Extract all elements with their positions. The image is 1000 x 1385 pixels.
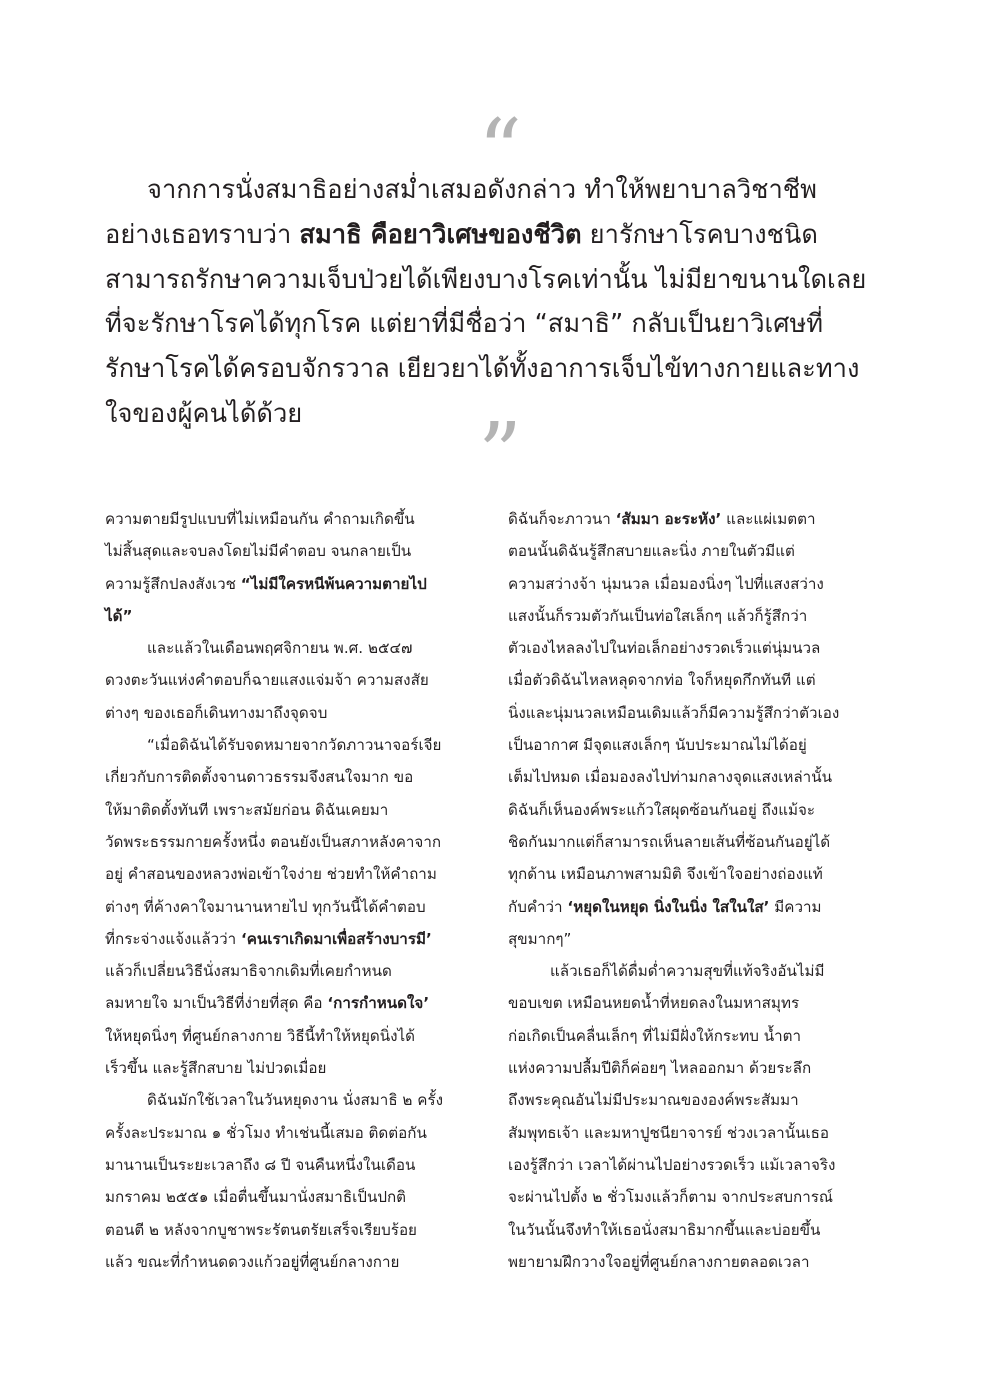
text-line: ต่างๆ ที่ค้างคาใจมานานหายไป ทุกวันนี้ได้คำตอบ	[105, 897, 426, 916]
text-line: มกราคม ๒๕๕๑ เมื่อตื่นขึ้นมานั่งสมาธิเป็นปกติ	[105, 1188, 407, 1207]
text-line: ตอนนั้นดิฉันรู้สึกสบายและนิ่ง ภายในตัวมีแต่	[508, 542, 795, 561]
text-line	[508, 503, 873, 535]
text-line: ความตายมีรูปแบบที่ไม่เหมือนกัน คำถามเกิดขึ้น	[105, 510, 415, 528]
text-line: มานานเป็นระยะเวลาถึง ๘ ปี จนคืนหนึ่งในเดือน	[105, 1155, 416, 1174]
text-line: ก่อเกิดเป็นคลื่นเล็กๆ ที่ไม่มีฝั่งให้กระทบ น้ำตา	[508, 1026, 802, 1045]
text-line: ตัวเองไหลลงไปในท่อเล็กอย่างรวดเร็วแต่นุ่มนวล	[508, 639, 821, 658]
text-line: ชิดกันมากแต่ก็สามารถเห็นลายเส้นที่ซ้อนกันอยู่ได้	[508, 832, 831, 851]
text-line: ดวงตะวันแห่งคำตอบก็ฉายแสงแจ่มจ้า ความสงสัย	[105, 671, 429, 690]
text-line: นิ่งและนุ่มนวลเหมือนเดิมแล้วก็มีความรู้สึกว่าตัวเอง	[508, 703, 840, 722]
text-line: ครั้งละประมาณ ๑ ชั่วโมง ทำเช่นนี้เสมอ ติดต่อกัน	[105, 1123, 427, 1142]
text-line	[105, 987, 470, 1019]
text-run: ที่กระจ่างแจ้งแล้วว่า	[105, 929, 241, 948]
text-run: และแผ่เมตตา	[721, 510, 816, 528]
pull-quote-line: ที่จะรักษาโรคได้ทุกโรค แต่ยาที่มีชื่อว่า “สมาธิ” กลับเป็นยาวิเศษที่	[105, 309, 824, 340]
text-line: ดิฉันก็เห็นองค์พระแก้วใสผุดซ้อนกันอยู่ ถึงแม้จะ	[508, 800, 816, 819]
text-line: แล้ว ขณะที่กำหนดดวงแก้วอยู่ที่ศูนย์กลางกาย	[105, 1252, 400, 1271]
text-line: ขอบเขต เหมือนหยดน้ำที่หยดลงในมหาสมุทร	[508, 994, 800, 1013]
right-column	[508, 503, 873, 1278]
pull-quote-line: จากการนั่งสมาธิอย่างสม่ำเสมอดังกล่าว ทำให้พยาบาลวิชาชีพ	[147, 175, 817, 205]
text-line: พยายามฝึกวางใจอยู่ที่ศูนย์กลางกายตลอดเวลา	[508, 1252, 810, 1271]
text-line: เมื่อตัวดิฉันไหลหลุดจากท่อ ใจก็หยุดกึกทันที แต่	[508, 671, 816, 690]
pull-quote-line: ใจของผู้คนได้ด้วย	[105, 398, 303, 429]
closing-quote-mark: ”	[478, 405, 522, 505]
text-line: “เมื่อดิฉันได้รับจดหมายจากวัดภาวนาจอร์เจีย	[147, 736, 442, 755]
pull-quote-text: ยารักษาโรคบางชนิด	[581, 219, 818, 250]
pull-quote-emphasis: สมาธิ คือยาวิเศษของชีวิต	[299, 219, 582, 250]
text-line: แห่งความปลื้มปีติก็ค่อยๆ ไหลออกมา ด้วยระลึก	[508, 1059, 812, 1078]
text-run: ความรู้สึกปลงสังเวช	[105, 574, 241, 593]
pull-quote-line	[105, 213, 875, 258]
left-column	[105, 503, 470, 1278]
pull-quote	[105, 168, 875, 437]
text-run: มีความ	[769, 897, 822, 916]
text-line: แล้วก็เปลี่ยนวิธีนั่งสมาธิจากเดิมที่เคยกำหนด	[105, 962, 392, 981]
text-line: เกี่ยวกับการติดตั้งจานดาวธรรมจึงสนใจมาก ขอ	[105, 768, 414, 787]
emphasis-text: ‘การกำหนดใจ’	[327, 994, 430, 1013]
text-line: ถึงพระคุณอันไม่มีประมาณขององค์พระสัมมา	[508, 1091, 799, 1110]
text-line	[105, 923, 470, 955]
text-line	[508, 891, 873, 923]
text-run: ดิฉันก็จะภาวนา	[508, 510, 616, 528]
emphasis-text: ‘สัมมา อะระหัง’	[615, 510, 722, 528]
text-run: ลมหายใจ มาเป็นวิธีที่ง่ายที่สุด คือ	[105, 994, 328, 1013]
text-line: เร็วขึ้น และรู้สึกสบาย ไม่ปวดเมื่อย	[105, 1059, 327, 1078]
text-line: แล้วเธอก็ได้ดื่มด่ำความสุขที่แท้จริงอันไม่มี	[550, 962, 825, 981]
text-line: ไม่สิ้นสุดและจบลงโดยไม่มีคำตอบ จนกลายเป็น	[105, 542, 412, 561]
emphasis-text: “ไม่มีใครหนีพ้นความตายไป	[240, 574, 427, 593]
text-line: เองรู้สึกว่า เวลาได้ผ่านไปอย่างรวดเร็ว แม้เวลาจริง	[508, 1155, 836, 1174]
text-line: ทุกด้าน เหมือนภาพสามมิติ จึงเข้าใจอย่างถ่องแท้	[508, 865, 823, 884]
text-line: ความสว่างจ้า นุ่มนวล เมื่อมองนิ่งๆ ไปที่แสงสว่าง	[508, 574, 824, 593]
text-line	[105, 568, 470, 600]
text-line: วัดพระธรรมกายครั้งหนึ่ง ตอนยังเป็นสภาหลังคาจาก	[105, 832, 442, 851]
text-line: สุขมากๆ”	[508, 929, 572, 948]
text-line: และแล้วในเดือนพฤศจิกายน พ.ศ. ๒๕๔๗	[147, 639, 413, 658]
text-line: ต่างๆ ของเธอก็เดินทางมาถึงจุดจบ	[105, 703, 328, 722]
pull-quote-line: สามารถรักษาความเจ็บป่วยได้เพียงบางโรคเท่านั้น ไม่มียาขนานใดเลย	[105, 264, 867, 295]
text-line: สัมพุทธเจ้า และมหาปูชนียาจารย์ ช่วงเวลานั้นเธอ	[508, 1123, 830, 1142]
text-line: เต็มไปหมด เมื่อมองลงไปท่ามกลางจุดแสงเหล่านั้น	[508, 768, 832, 787]
text-run: กับคำว่า	[508, 897, 568, 916]
emphasis-text: ได้”	[105, 606, 133, 625]
text-line: ให้หยุดนิ่งๆ ที่ศูนย์กลางกาย วิธีนี้ทำให้หยุดนิ่งได้	[105, 1026, 416, 1045]
text-line: เป็นอากาศ มีจุดแสงเล็กๆ นับประมาณไม่ได้อยู่	[508, 736, 807, 755]
text-line: ตอนตี ๒ หลังจากบูชาพระรัตนตรัยเสร็จเรียบร้อย	[105, 1220, 417, 1239]
emphasis-text: ‘หยุดในหยุด นิ่งในนิ่ง ใสในใส’	[567, 897, 770, 916]
text-line: ให้มาติดตั้งทันที เพราะสมัยก่อน ดิฉันเคยมา	[105, 800, 389, 819]
text-line	[105, 600, 470, 632]
text-line: ดิฉันมักใช้เวลาในวันหยุดงาน นั่งสมาธิ ๒ ครั้ง	[147, 1091, 443, 1110]
text-line: อยู่ คำสอนของหลวงพ่อเข้าใจง่าย ช่วยทำให้คำถาม	[105, 865, 437, 884]
emphasis-text: ‘คนเราเกิดมาเพื่อสร้างบารมี’	[240, 929, 432, 948]
text-line: ในวันนั้นจึงทำให้เธอนั่งสมาธิมากขึ้นและบ่อยขึ้น	[508, 1220, 821, 1239]
opening-quote-mark: “	[478, 101, 522, 201]
text-line: จะผ่านไปตั้ง ๒ ชั่วโมงแล้วก็ตาม จากประสบการณ์	[508, 1188, 834, 1207]
pull-quote-line: รักษาโรคได้ครอบจักรวาล เยียวยาได้ทั้งอาการเจ็บไข้ทางกายและทาง	[105, 354, 860, 385]
text-line: แสงนั้นก็รวมตัวกันเป็นท่อใสเล็กๆ แล้วก็รู้สึกว่า	[508, 606, 808, 625]
pull-quote-text: อย่างเธอทราบว่า	[105, 219, 300, 250]
